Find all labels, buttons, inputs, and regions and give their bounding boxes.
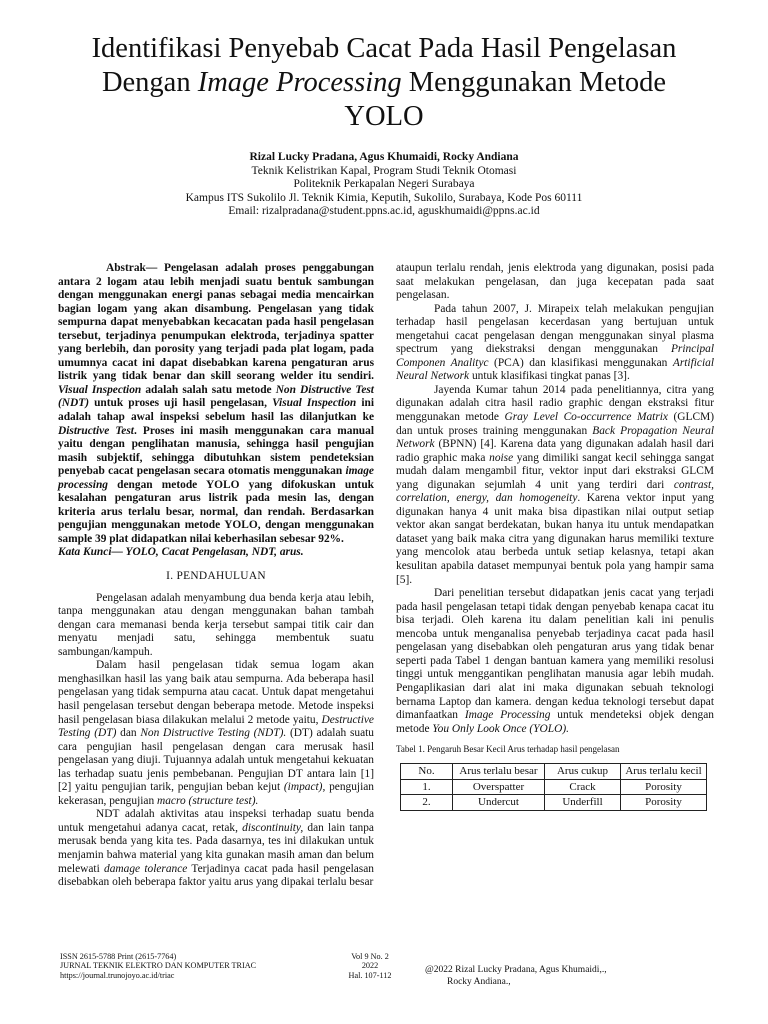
footer-volume: Vol 9 No. 2 <box>351 952 389 961</box>
right-column <box>396 262 714 811</box>
title-line-2-italic: Image Processing <box>197 67 402 98</box>
table-cell: Porosity <box>621 779 707 795</box>
title-line-2-pre: Dengan <box>101 67 198 98</box>
table-cell: 2. <box>401 795 453 811</box>
right-paragraph-3: Dari penelitian tersebut didapatkan jenis cacat yang terjadi pada hasil pengelasan tetapi tidak dengan penyebab kenapa cacat itu bisa terjadi. Oleh karena itu dalam penelitian kali ini penulis mencoba untuk menganalisa penyebab terjadinya cacat pada hasil pengelasan yang disebabkan oleh pengaturan arus yang tidak benar seperti pada Tabel 1 dengan bantuan kamera yang memiliki resolusi tinggi untuk menggantikan penglihatan manusia agar lebih mudah. Pengaplikasian dari alat ini maka digunakan sebuah teknologi bernama Laptop dan kamera. dengan kedua teknologi tersebut dapat dimanfaatkan Image Processing untuk mendeteksi objek dengan metode You Only Look Once (YOLO). <box>396 587 714 735</box>
author-address: Kampus ITS Sukolilo Jl. Teknik Kimia, Keputih, Sukolilo, Surabaya, Kode Pos 60111 <box>185 191 583 204</box>
footer-issn: ISSN 2615-5788 Print (2615-7764) <box>60 952 177 961</box>
table-cell: 1. <box>401 779 453 795</box>
footer-year: 2022 <box>361 961 379 971</box>
author-email[interactable]: Email: rizalpradana@student.ppns.ac.id, aguskhumaidi@ppns.ac.id <box>228 205 540 217</box>
table-row <box>401 779 707 795</box>
left-column <box>58 262 374 890</box>
table-cell: Underfill <box>545 795 621 811</box>
intro-paragraph-1: Pengelasan adalah menyambung dua benda kerja atau lebih, tanpa menggunakan atau dengan menggunakan bahan tambah dengan cara memanasi benda kerja tersebut sampai titik cair dan menyatu menjadi satu, sehingga membentuk suatu sambungan/kampuh. <box>58 591 374 658</box>
footer-copyright-line-2: Rocky Andiana., <box>447 977 511 987</box>
section-heading-introduction: I. PENDAHULUAN <box>166 570 266 583</box>
footer-journal-info <box>60 952 320 980</box>
footer-pages: Hal. 107-112 <box>348 970 392 980</box>
abstract: Abstrak— Pengelasan adalah proses penggabungan antara 2 logam atau lebih menjadi suatu bentuk sambungan dengan menggunakan energi panas sebagai media mencairkan bagian logam yang akan disambung. Pengelasan yang tidak sempurna dapat menyebabkan kecacatan pada hasil pengelasan tersebut, terjadinya penumpukan elektroda, terjadinya spatter yang berlebih, dan porosity yang terjadi pada plat logam, pada umumnya cacat ini dapat disebabkan karena pengaturan arus listrik yang tidak benar dan skill seorang welder itu sendiri. Visual Inspection adalah salah satu metode Non Distructive Test (NDT) untuk proses uji hasil pengelasan, Visual Inspection ini adalah tahap awal inspeksi sebelum hasil las dilanjutkan ke Distructive Test. Proses ini masih menggunakan cara manual yaitu dengan penglihatan manusia, sehingga hasil pengujian masih subjektif, sehingga dibutuhkan sistem pendeteksian penyebab cacat pengelasan secara otomatis menggunakan image processing dengan metode YOLO yang difokuskan untuk kesalahan pengaturan arus listrik pada mesin las, dengan kriteria arus terlalu besar, normal, dan rendah. Berdasarkan pengujian menggunakan metode YOLO, dengan menggunakan sample 39 plat didapatkan nilai keberhasilan sebesar 92%. <box>58 262 374 545</box>
paper-title <box>40 32 728 134</box>
author-institution: Politeknik Perkapalan Negeri Surabaya <box>293 178 475 190</box>
table-header-cell: Arus cukup <box>545 764 621 780</box>
table-header-cell: Arus terlalu kecil <box>621 764 707 780</box>
table-caption: Tabel 1. Pengaruh Besar Kecil Arus terhadap hasil pengelasan <box>396 744 620 755</box>
table-cell: Undercut <box>453 795 545 811</box>
table-row <box>401 795 707 811</box>
table-cell: Crack <box>545 779 621 795</box>
author-block <box>40 151 728 219</box>
footer-journal-name: JURNAL TEKNIK ELEKTRO DAN KOMPUTER TRIAC <box>60 961 257 971</box>
footer-journal-url[interactable]: https://journal.trunojoyo.ac.id/triac <box>60 970 175 980</box>
keywords: Kata Kunci— YOLO, Cacat Pengelasan, NDT, arus. <box>58 546 304 559</box>
footer-copyright <box>425 964 675 988</box>
intro-paragraph-2: Dalam hasil pengelasan tidak semua logam akan menghasilkan hasil las yang baik atau sempurna. Ada beberapa hasil pengelasan yang tidak sempurna atau cacat. Untuk dapat mengetahui hasil pengelasan tersebut dengan beberapa metode. Metode inspeksi hasil pengelasan biasa dilakukan melalui 2 metode yaitu, Destructive Testing (DT) dan Non Distructive Testing (NDT). (DT) adalah suatu cara pengujian hasil pengelasan dengan cara merusak hasil pengelasan yang diuji. Tujuannya adalah untuk mengetahui kekuatan las terhadap suatu jenis pembebanan. Pengujian DT antara lain [1] [2] yaitu pengujian tarik, pengujian beban kejut (impact), pengujian kekerasan, pengujian macro (structure test). <box>58 659 375 807</box>
title-line-1: Identifikasi Penyebab Cacat Pada Hasil Pengelasan <box>91 33 677 64</box>
footer-copyright-line-1: @2022 Rizal Lucky Pradana, Agus Khumaidi,., <box>425 965 607 975</box>
table-header-row <box>401 764 707 780</box>
title-line-2-post: Menggunakan Metode <box>401 67 667 98</box>
right-paragraph-1: Pada tahun 2007, J. Mirapeix telah melakukan pengujian terhadap hasil pengelasan kecerdasan yang bertujuan untuk mengetahui cacat pengelasan dengan menggunakan sinyal plasma spectrum yang diekstraksi dengan menggunakan Principal Componen Analityc (PCA) dan klasifikasi menggunakan Artificial Neural Network untuk klasifikasi tingkat panas [3]. <box>396 302 714 383</box>
title-line-2 <box>40 66 728 100</box>
footer-volume-info <box>330 952 410 980</box>
table-header-cell: No. <box>401 764 453 780</box>
table-header-cell: Arus terlalu besar <box>453 764 545 780</box>
table-1 <box>400 763 707 811</box>
table-cell: Overspatter <box>453 779 545 795</box>
author-department: Teknik Kelistrikan Kapal, Program Studi Teknik Otomasi <box>251 164 517 177</box>
intro-paragraph-3: NDT adalah aktivitas atau inspeksi terhadap suatu benda untuk mengetahui adanya cacat, retak, discontinuity, dan lain tanpa merusak benda yang kita tes. Pada dasarnya, tes ini dilakukan untuk menjamin bahwa material yang kita gunakan masih aman dan belum melewati damage tolerance Terjadinya cacat pada hasil pengelasan disebabkan oleh beberapa faktor yaitu arus yang dipakai terlalu besar <box>58 808 374 889</box>
author-names: Rizal Lucky Pradana, Agus Khumaidi, Rocky Andiana <box>249 151 519 163</box>
right-paragraph-2: Jayenda Kumar tahun 2014 pada penelitiannya, citra yang digunakan adalah citra hasil radio graphic dengan ekstraksi fitur menggunakan metode Gray Level Co-occurrence Matrix (GLCM) dan untuk proses training menggunakan Back Propagation Neural Network (BPNN) [4]. Karena data yang digunakan adalah hasil dari radio graphic maka noise yang dimiliki sangat kecil sehingga sangat mudah dalam mengambil fitur, vektor input dari ekstraksi GLCM yang digunakan sejumlah 4 unit yang terdiri dari contrast, correlation, energy, dan homogeneity. Karena vektor input yang digunakan hanya 4 unit maka bisa dipastikan nilai output setiap vektor akan sangat berdekatan, bukan hanya itu untuk mendapatkan dataset yang baik maka citra yang digunakan harus memiliki texture yang mencolok atau berbeda untuk setiap kelasnya, tetapi akan kesulitan apabila dataset mempunyai bentuk pola yang hampir sama [5]. <box>396 383 715 586</box>
title-line-3: YOLO <box>344 101 424 132</box>
right-paragraph-continued: ataupun terlalu rendah, jenis elektroda yang digunakan, posisi pada saat melakukan pengelasan, dan juga kecepatan pada saat pengelasan. <box>396 262 714 302</box>
table-cell: Porosity <box>621 795 707 811</box>
